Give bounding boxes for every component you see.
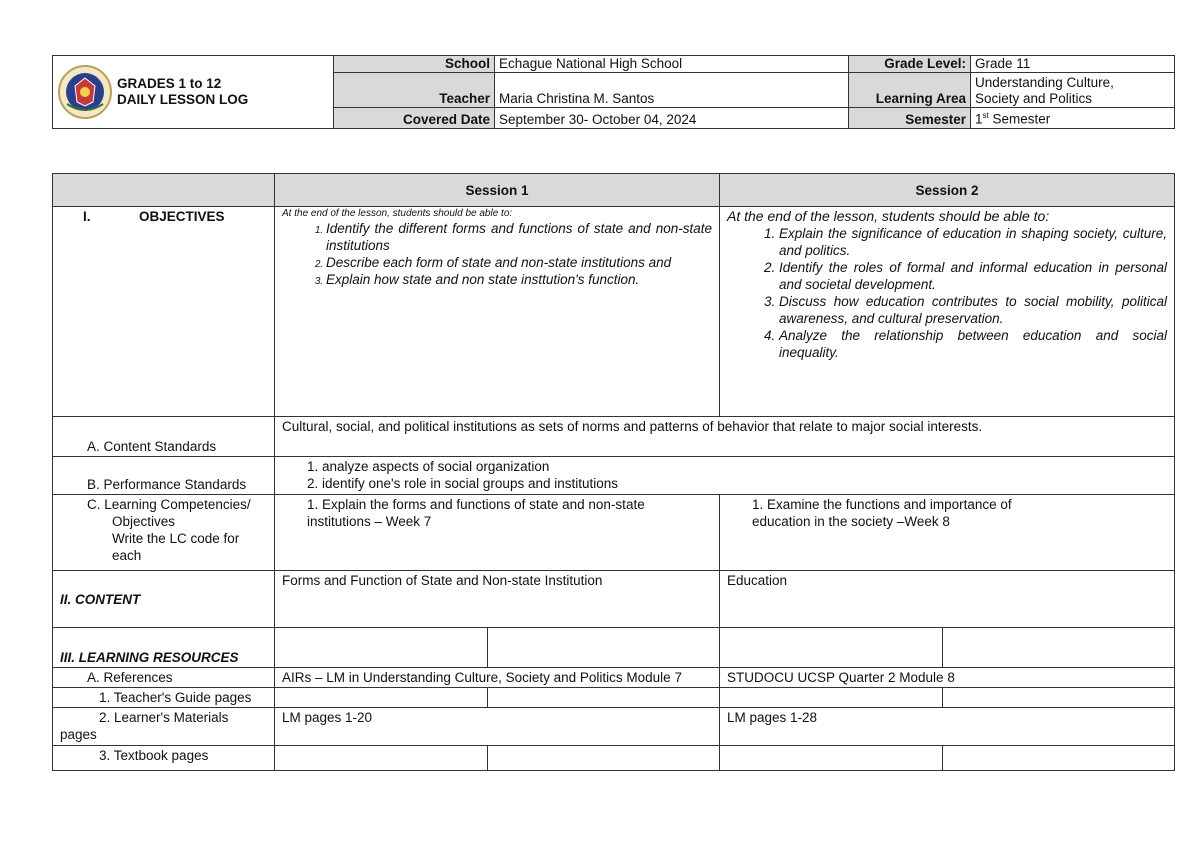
grade-level-label: Grade Level: <box>849 56 971 73</box>
objectives-s1-item: 1. Identify the different forms and functions of state and non-state institutions <box>326 220 712 254</box>
references-row <box>53 668 1175 688</box>
objectives-row <box>53 207 1175 417</box>
content-standards-label: A. Content Standards <box>53 417 275 457</box>
semester-sup: st <box>982 111 989 120</box>
references-session1: AIRs – LM in Understanding Culture, Society and Politics Module 7 <box>275 668 720 688</box>
covered-date-value: September 30- October 04, 2024 <box>495 108 849 129</box>
textbook-cell <box>720 746 943 771</box>
objectives-session2 <box>720 207 1175 417</box>
learners-materials-label <box>53 708 275 746</box>
content-standards-row <box>53 417 1175 457</box>
performance-standard-item: 1. analyze aspects of social organization <box>307 459 550 474</box>
learning-area-label: Learning Area <box>849 73 971 108</box>
competencies-label <box>53 495 275 571</box>
textbook-label: 3. Textbook pages <box>53 746 275 771</box>
competencies-session1: 1. Explain the forms and functions of state and non-state institutions – Week 7 <box>275 495 720 571</box>
resources-row <box>53 628 1175 668</box>
lesson-table <box>52 173 1175 771</box>
objectives-s2-item: 1. Explain the significance of education in shaping society, culture, and politics. <box>779 225 1167 259</box>
objectives-s2-intro: At the end of the lesson, students should be able to: <box>727 208 1050 224</box>
teachers-guide-label: 1. Teacher's Guide pages <box>53 688 275 708</box>
resources-cell <box>720 628 943 668</box>
references-session2: STUDOCU UCSP Quarter 2 Module 8 <box>720 668 1175 688</box>
textbook-cell <box>488 746 720 771</box>
competencies-label-line2: Objectives <box>112 514 176 529</box>
deped-seal-icon <box>57 64 113 120</box>
objectives-label <box>53 207 275 417</box>
objectives-s1-item: 2. Describe each form of state and non-state institutions and <box>326 254 712 271</box>
competencies-row <box>53 495 1175 571</box>
session-header-row <box>53 174 1175 207</box>
learning-area-line1: Understanding Culture, <box>975 75 1114 90</box>
performance-standards-row <box>53 457 1175 495</box>
semester-value <box>971 108 1175 129</box>
objectives-s1-intro: At the end of the lesson, students should be able to: <box>282 208 513 219</box>
objectives-s1-item: 3. Explain how state and non state insttution's function. <box>326 271 712 288</box>
objectives-num: I. <box>83 209 91 224</box>
textbook-cell <box>275 746 488 771</box>
textbook-row <box>53 746 1175 771</box>
grade-level-value: Grade 11 <box>971 56 1175 73</box>
competencies-s2-line2: education in the society –Week 8 <box>752 514 950 529</box>
semester-label: Semester <box>849 108 971 129</box>
teachers-guide-cell <box>943 688 1175 708</box>
content-standards-value: Cultural, social, and political institutions as sets of norms and patterns of behavior that relate to major social interests. <box>275 417 1175 457</box>
competencies-label-line1: C. Learning Competencies/ <box>87 497 251 512</box>
objectives-session1 <box>275 207 720 417</box>
school-label: School <box>334 56 495 73</box>
resources-cell <box>275 628 488 668</box>
covered-date-label: Covered Date <box>334 108 495 129</box>
teacher-label: Teacher <box>334 73 495 108</box>
session1-header: Session 1 <box>275 174 720 207</box>
competencies-s2-line1: 1. Examine the functions and importance of <box>752 497 1012 512</box>
content-session2: Education <box>720 571 1175 628</box>
school-value: Echague National High School <box>495 56 849 73</box>
resources-label: III. LEARNING RESOURCES <box>53 628 275 668</box>
learners-materials-session1: LM pages 1-20 <box>275 708 720 746</box>
resources-cell <box>943 628 1175 668</box>
textbook-cell <box>943 746 1175 771</box>
performance-standards-label: B. Performance Standards <box>53 457 275 495</box>
logo-cell <box>53 56 334 129</box>
teachers-guide-cell <box>488 688 720 708</box>
teachers-guide-cell <box>275 688 488 708</box>
content-session1: Forms and Function of State and Non-state Institution <box>275 571 720 628</box>
content-row <box>53 571 1175 628</box>
resources-cell <box>488 628 720 668</box>
teacher-value: Maria Christina M. Santos <box>495 73 849 108</box>
form-title-line2: DAILY LESSON LOG <box>117 91 249 107</box>
session2-header: Session 2 <box>720 174 1175 207</box>
competencies-session2 <box>720 495 1175 571</box>
form-title-line1: GRADES 1 to 12 <box>117 75 222 91</box>
objectives-s2-item: 2. Identify the roles of formal and informal education in personal and societal development. <box>779 259 1167 293</box>
learning-area-value <box>971 73 1175 108</box>
header-table <box>52 55 1175 129</box>
competencies-label-line3: Write the LC code for <box>112 531 240 546</box>
references-label: A. References <box>53 668 275 688</box>
learning-area-line2: Society and Politics <box>975 91 1093 106</box>
teachers-guide-row <box>53 688 1175 708</box>
competencies-label-line4: each <box>112 548 142 563</box>
semester-rest: Semester <box>988 111 1051 127</box>
objectives-s2-item: 4. Analyze the relationship between education and social inequality. <box>779 327 1167 361</box>
objectives-s1-list <box>282 220 712 288</box>
objectives-title: OBJECTIVES <box>139 209 225 224</box>
learners-materials-label-line1: 2. Learner's Materials <box>99 710 229 725</box>
learners-materials-row <box>53 708 1175 746</box>
objectives-s2-item: 3. Discuss how education contributes to social mobility, political awareness, and cultural preservation. <box>779 293 1167 327</box>
form-title <box>117 76 248 108</box>
learners-materials-label-line2: pages <box>60 727 97 742</box>
teachers-guide-cell <box>720 688 943 708</box>
performance-standard-item: 2. identify one's role in social groups and institutions <box>307 476 619 491</box>
blank-header-cell <box>53 174 275 207</box>
content-label: II. CONTENT <box>53 571 275 628</box>
performance-standards-value <box>275 457 1175 495</box>
learners-materials-session2: LM pages 1-28 <box>720 708 1175 746</box>
objectives-s2-list <box>727 225 1167 361</box>
semester-num: 1 <box>975 111 983 127</box>
